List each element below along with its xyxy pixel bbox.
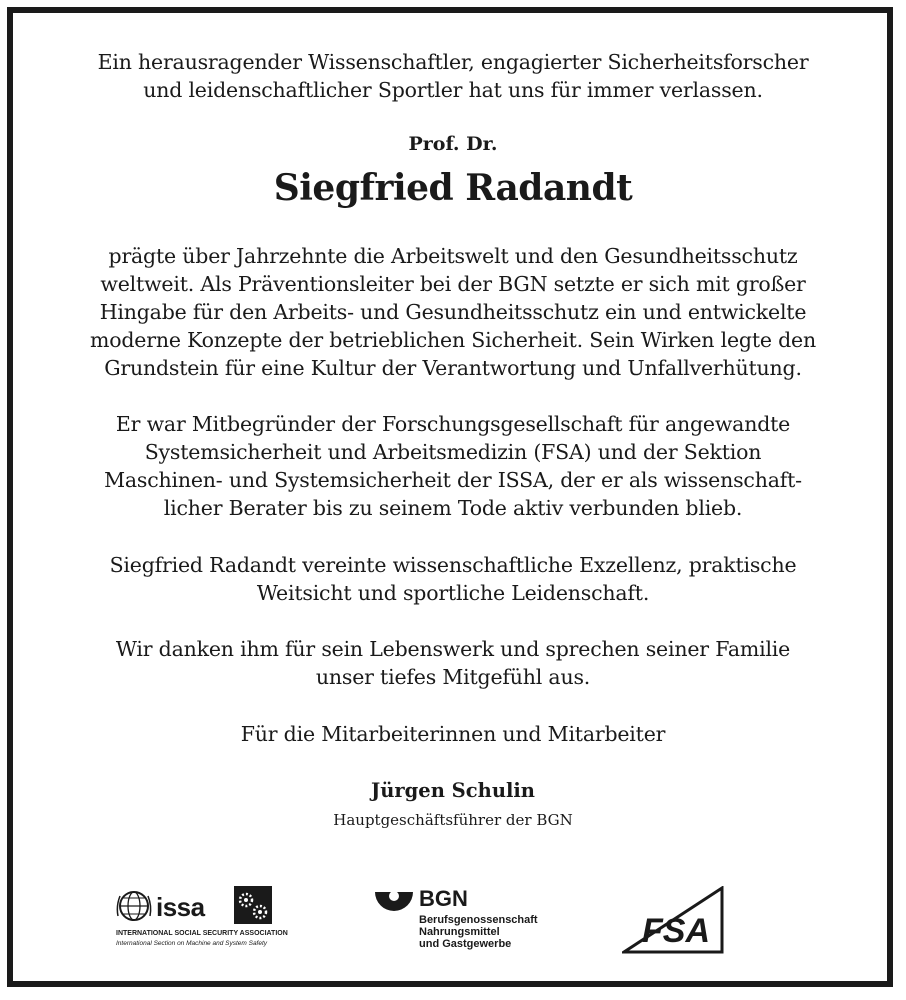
bgn-line: Nahrungsmittel — [419, 926, 500, 938]
signatory-role: Hauptgeschäftsführer der BGN — [333, 811, 573, 829]
issa-line1: INTERNATIONAL SOCIAL SECURITY ASSOCIATION — [116, 930, 288, 937]
paragraph-line: weltweit. Als Präventionsleiter bei der BGN setzte er sich mit großer — [100, 272, 806, 296]
bgn-line: und Gastgewerbe — [419, 938, 512, 950]
paragraph-line: licher Berater bis zu seinem Tode aktiv verbunden blieb. — [163, 496, 743, 520]
signatory-name: Jürgen Schulin — [371, 779, 535, 802]
paragraph-line: Er war Mitbegründer der Forschungsgesellschaft für angewandte — [115, 412, 791, 436]
bgn-subtitle — [419, 914, 538, 950]
paragraph-line: Systemsicherheit und Arbeitsmedizin (FSA) und der Sektion — [144, 440, 762, 464]
issa-line2: International Section on Machine and System Safety — [116, 940, 268, 947]
bgn-logo — [375, 888, 545, 958]
paragraph-line: moderne Konzepte der betrieblichen Sicherheit. Sein Wirken legte den — [90, 328, 816, 352]
paragraph-5 — [30, 720, 876, 748]
bgn-emblem-icon — [375, 890, 415, 916]
paragraph-2 — [30, 410, 876, 522]
title-prefix: Prof. Dr. — [408, 133, 498, 155]
paragraph-line: Grundstein für eine Kultur der Verantwortung und Unfallverhütung. — [104, 356, 802, 380]
intro-line: und leidenschaftlicher Sportler hat uns für immer verlassen. — [143, 78, 763, 102]
paragraph-1 — [30, 242, 876, 382]
paragraph-line: Wir danken ihm für sein Lebenswerk und sprechen seiner Familie — [115, 637, 791, 661]
bgn-wordmark: BGN — [419, 886, 468, 911]
issa-logo — [116, 886, 286, 956]
paragraph-3 — [30, 551, 876, 607]
intro-line: Ein herausragender Wissenschaftler, engagierter Sicherheitsforscher — [97, 50, 809, 74]
paragraph-line: unser tiefes Mitgefühl aus. — [315, 665, 591, 689]
paragraph-line: Hingabe für den Arbeits- und Gesundheitsschutz ein und entwickelte — [99, 300, 807, 324]
paragraph-line: Weitsicht und sportliche Leidenschaft. — [256, 581, 650, 605]
deceased-name: Siegfried Radandt — [273, 167, 633, 209]
intro-paragraph — [30, 48, 876, 104]
fsa-emblem-icon — [622, 886, 727, 954]
issa-wordmark: issa — [156, 892, 205, 922]
paragraph-line: Maschinen- und Systemsicherheit der ISSA, der er als wissenschaft- — [104, 468, 802, 492]
fsa-logo — [622, 886, 732, 956]
paragraph-4 — [30, 635, 876, 691]
paragraph-line: Für die Mitarbeiterinnen und Mitarbeiter — [240, 722, 666, 746]
fsa-wordmark: FSA — [642, 912, 710, 950]
paragraph-line: prägte über Jahrzehnte die Arbeitswelt und den Gesundheitsschutz — [108, 244, 798, 268]
bgn-line: Berufsgenossenschaft — [419, 914, 538, 926]
paragraph-line: Siegfried Radandt vereinte wissenschaftliche Exzellenz, praktische — [109, 553, 797, 577]
